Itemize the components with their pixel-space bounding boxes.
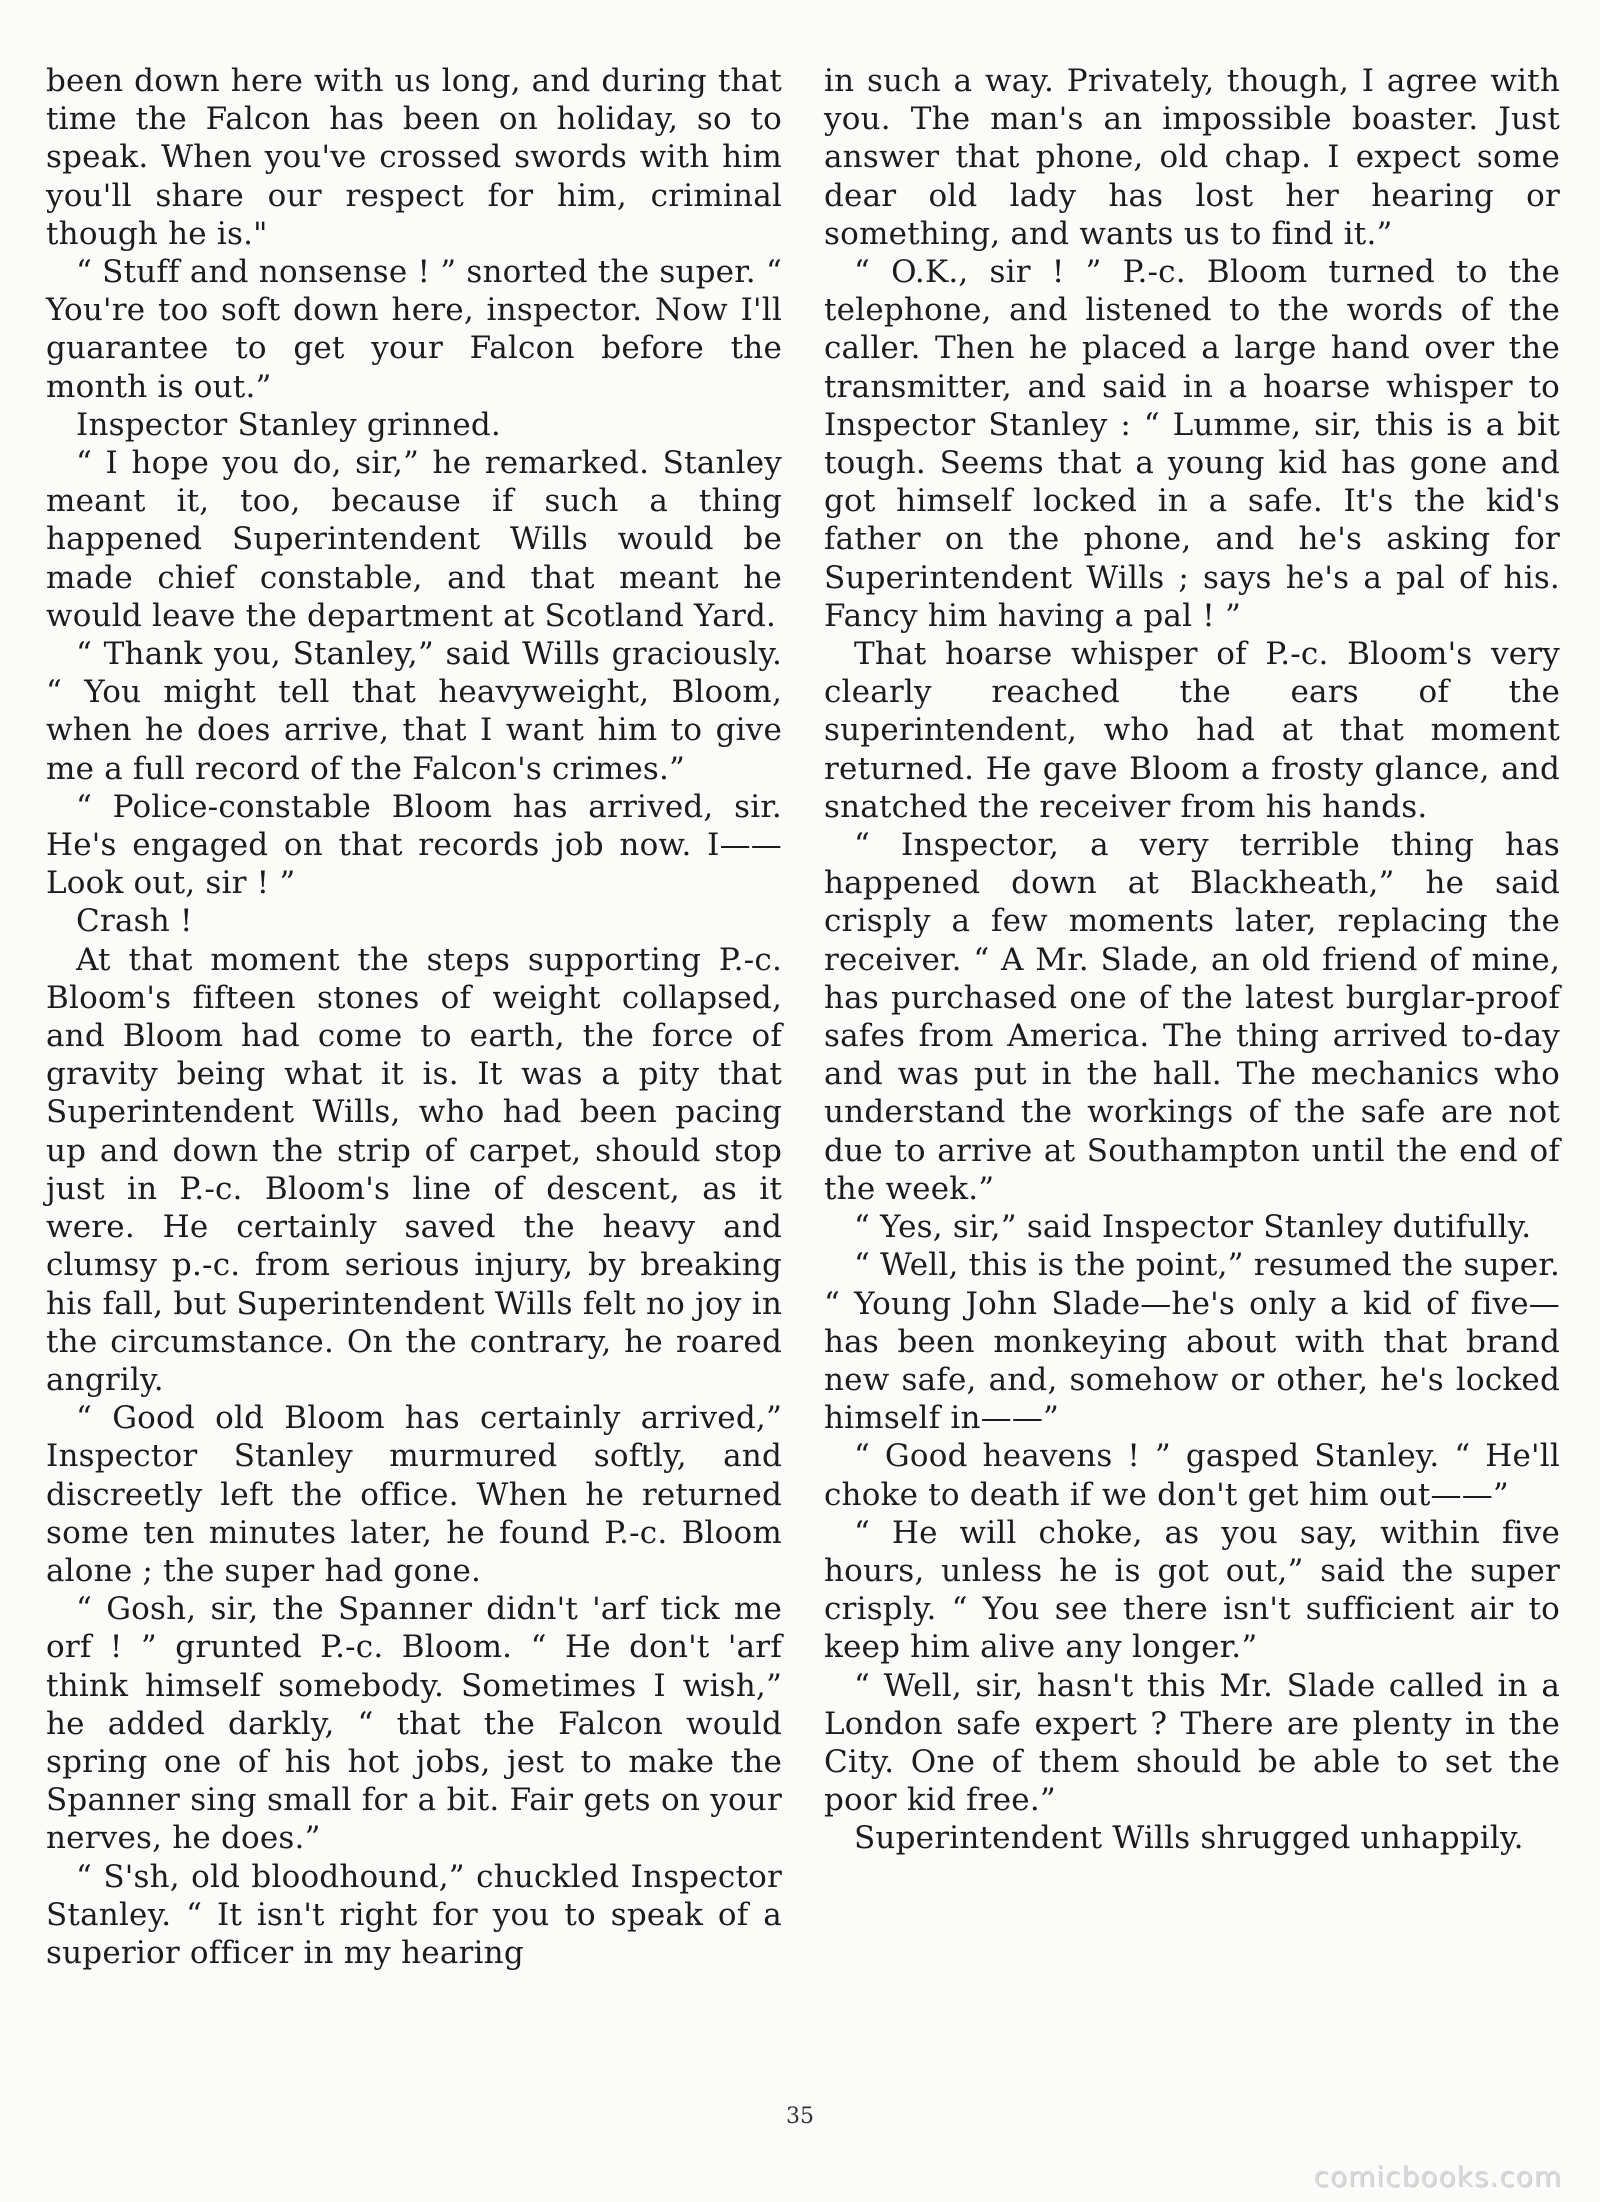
paragraph: in such a way. Privately, though, I agree with you. The man's an impossible boaster. Just answer that phone, old chap. I expect some dear old lady has lost her hearing or something, and wants us to find it.”: [824, 63, 1560, 252]
paragraph: “ S'sh, old bloodhound,” chuckled Inspector Stanley. “ It isn't right for you to speak of a superior officer in my hearing: [46, 1858, 782, 1971]
paragraph: “ Gosh, sir, the Spanner didn't 'arf tick me orf ! ” grunted P.-c. Bloom. “ He don't 'arf think himself somebody. Sometimes I wish,” he added darkly, “ that the Falcon would spring one of his hot jobs, jest to make the Spanner sing small for a bit. Fair gets on your nerves, he does.”: [46, 1591, 782, 1857]
paragraph: At that moment the steps supporting P.-c. Bloom's fifteen stones of weight collapsed, and Bloom had come to earth, the force of gravity being what it is. It was a pity that Superintendent Wills, who had been pacing up and down the strip of carpet, should stop just in P.-c. Bloom's line of descent, as it were. He certainly saved the heavy and clumsy p.-c. from serious injury, by breaking his fall, but Superintendent Wills felt no joy in the circumstance. On the contrary, he roared angrily.: [46, 941, 782, 1398]
paragraph: “ I hope you do, sir,” he remarked. Stanley meant it, too, because if such a thing happened Superintendent Wills would be made chief constable, and that meant he would leave the department at Scotland Yard.: [46, 445, 782, 634]
left-text-column: [46, 62, 782, 1972]
paragraph: “ Yes, sir,” said Inspector Stanley dutifully.: [854, 1209, 1532, 1246]
right-text-column: [824, 62, 1560, 1858]
paragraph: Superintendent Wills shrugged unhappily.: [854, 1820, 1524, 1857]
paragraph: “ Well, sir, hasn't this Mr. Slade called in a London safe expert ? There are plenty in the City. One of them should be able to set the poor kid free.”: [824, 1667, 1560, 1819]
paragraph: “ Inspector, a very terrible thing has happened down at Blackheath,” he said crisply a few moments later, replacing the receiver. “ A Mr. Slade, an old friend of mine, has purchased one of the latest burglar-proof safes from America. The thing arrived to-day and was put in the hall. The mechanics who understand the workings of the safe are not due to arrive at Southampton until the end of the week.”: [824, 827, 1560, 1207]
paragraph: “ Police-constable Bloom has arrived, sir. He's engaged on that records job now. I—— Look out, sir ! ”: [46, 788, 782, 902]
paragraph: been down here with us long, and during that time the Falcon has been on holiday, so to speak. When you've crossed swords with him you'll share our respect for him, criminal though he is.": [46, 63, 782, 252]
watermark: comicbooks.com: [1313, 2160, 1562, 2193]
page-number: 35: [786, 2104, 814, 2129]
paragraph: “ O.K., sir ! ” P.-c. Bloom turned to the telephone, and listened to the words of the caller. Then he placed a large hand over the transmitter, and said in a hoarse whisper to Inspector Stanley : “ Lumme, sir, this is a bit tough. Seems that a young kid has gone and got himself locked in a safe. It's the kid's father on the phone, and he's asking for Superintendent Wills ; says he's a pal of his. Fancy him having a pal ! ”: [824, 254, 1560, 634]
paragraph: That hoarse whisper of P.-c. Bloom's very clearly reached the ears of the superintendent, who had at that moment returned. He gave Bloom a frosty glance, and snatched the receiver from his hands.: [824, 636, 1560, 825]
paragraph: “ Thank you, Stanley,” said Wills graciously. “ You might tell that heavyweight, Bloom, when he does arrive, that I want him to give me a full record of the Falcon's crimes.”: [46, 636, 782, 787]
paragraph: Inspector Stanley grinned.: [76, 406, 501, 443]
paragraph: “ Well, this is the point,” resumed the super. “ Young John Slade—he's only a kid of five—has been monkeying about with that brand new safe, and, somehow or other, he's locked himself in——”: [824, 1247, 1560, 1437]
paragraph: “ He will choke, as you say, within five hours, unless he is got out,” said the super crisply. “ You see there isn't sufficient air to keep him alive any longer.”: [824, 1514, 1560, 1666]
paragraph: “ Good old Bloom has certainly arrived,” Inspector Stanley murmured softly, and discreetly left the office. When he returned some ten minutes later, he found P.-c. Bloom alone ; the super had gone.: [46, 1400, 782, 1589]
paragraph: “ Good heavens ! ” gasped Stanley. “ He'll choke to death if we don't get him out——”: [824, 1438, 1560, 1513]
paragraph: Crash !: [76, 903, 193, 940]
paragraph: “ Stuff and nonsense ! ” snorted the super. “ You're too soft down here, inspector. Now I'll guarantee to get your Falcon before the month is out.”: [46, 254, 782, 405]
